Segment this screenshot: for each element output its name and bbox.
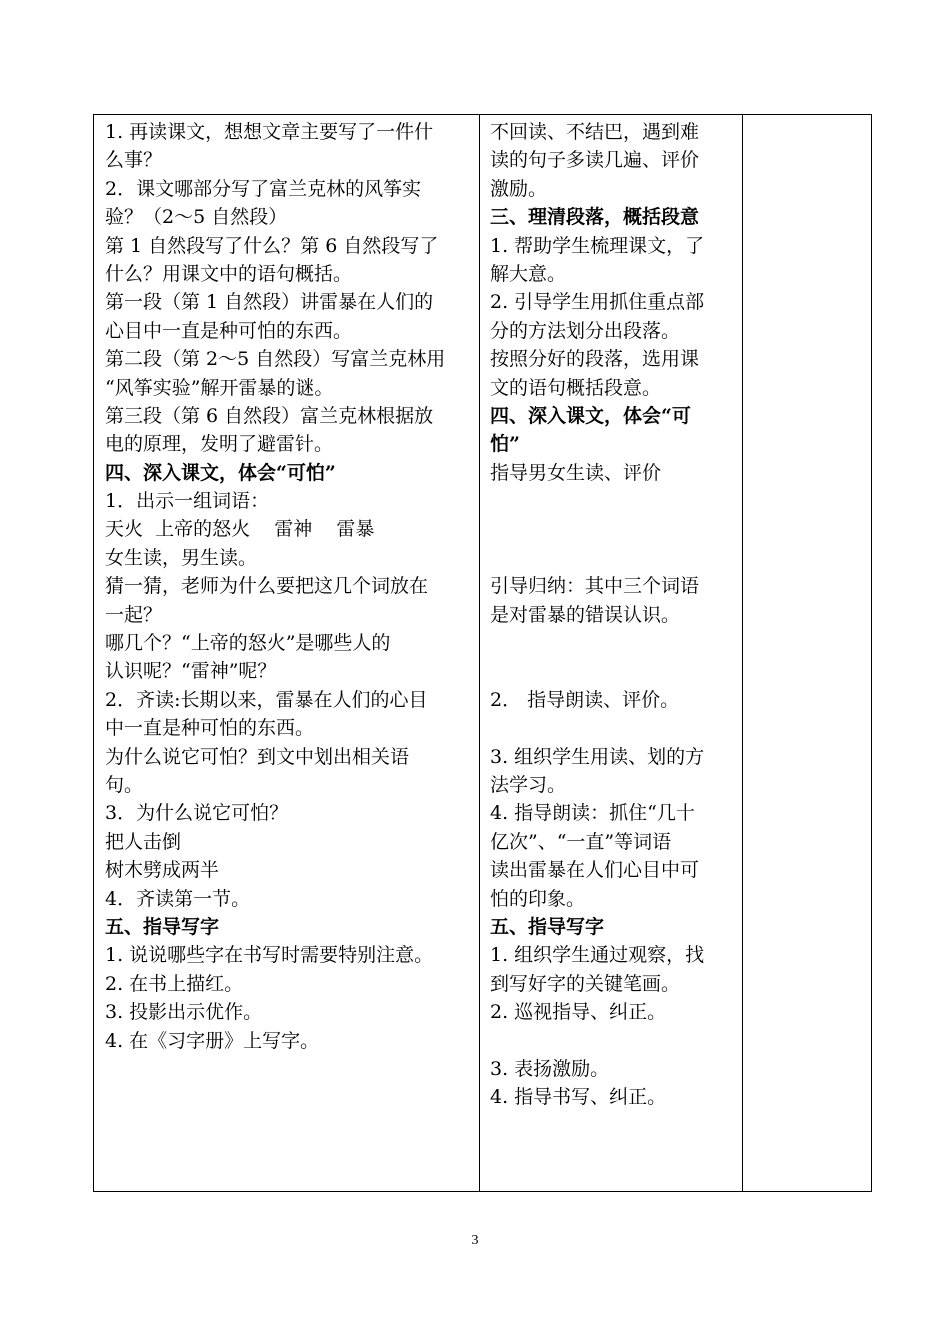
- text-line: 1. 组织学生通过观察，找: [490, 944, 705, 967]
- text-line: 亿次”、“一直”等词语: [490, 830, 672, 853]
- section-heading: 四、深入课文，体会“可怕”: [105, 461, 336, 484]
- text-line: 么事？: [105, 149, 163, 172]
- text-line: [490, 714, 734, 742]
- text-line: 解大意。: [490, 262, 567, 285]
- text-line: 1. 帮助学生梳理课文，了: [490, 234, 705, 257]
- text-line: 读出雷暴在人们心目中可: [490, 859, 700, 882]
- text-line: 第二段（第 2～5 自然段）写富兰克林用: [105, 348, 446, 371]
- text-line: 2. 巡视指导、纠正。: [490, 1001, 667, 1024]
- text-line: 3. 表扬激励。: [490, 1057, 610, 1080]
- text-line: 2. 引导学生用抓住重点部: [490, 291, 705, 314]
- text-line: 哪几个？“上帝的怒火”是哪些人的: [105, 632, 391, 655]
- text-line: 激励。: [490, 177, 548, 200]
- text-line: 4．齐读第一节。: [105, 887, 251, 910]
- text-line: 分的方法划分出段落。: [490, 319, 681, 342]
- text-line: 文的语句概括段意。: [490, 376, 662, 399]
- text-line: 1．出示一组词语：: [105, 490, 270, 513]
- section-heading: 三、理清段落，概括段意: [490, 206, 700, 229]
- text-line: 1. 说说哪些字在书写时需要特别注意。: [105, 944, 434, 967]
- text-line: 第一段（第 1 自然段）讲雷暴在人们的: [105, 291, 434, 314]
- text-line: 树木劈成两半: [105, 859, 220, 882]
- notes-column: [743, 115, 871, 1191]
- page-number: 3: [471, 1233, 479, 1248]
- text-line: 引导归纳：其中三个词语: [490, 575, 700, 598]
- text-line: [490, 487, 734, 515]
- text-line: 一起？: [105, 603, 163, 626]
- text-line: 猜一猜，老师为什么要把这几个词放在: [105, 575, 429, 598]
- text-line: 验？（2～5 自然段）: [105, 206, 288, 229]
- text-line: 怕的印象。: [490, 887, 586, 910]
- text-line: 2．课文哪部分写了富兰克林的风筝实: [105, 177, 422, 200]
- text-line: 读的句子多读几遍、评价: [490, 149, 700, 172]
- text-line: [490, 544, 734, 572]
- teaching-guidance-column: [480, 115, 743, 1191]
- text-line: 到写好字的关键笔画。: [490, 972, 681, 995]
- text-line: 1. 再读课文，想想文章主要写了一件什: [105, 121, 434, 143]
- text-line: 2． 指导朗读、评价。: [490, 688, 680, 711]
- text-line: 中一直是种可怕的东西。: [105, 717, 315, 740]
- section-heading: 五、指导写字: [490, 915, 605, 938]
- text-line: 4. 在《习字册》上写字。: [105, 1029, 320, 1052]
- text-line: 3．为什么说它可怕？: [105, 802, 289, 825]
- text-line: 天火 上帝的怒火 雷神 雷暴: [105, 518, 375, 541]
- text-line: 法学习。: [490, 773, 567, 796]
- text-line: 2．齐读:长期以来，雷暴在人们的心目: [105, 688, 428, 711]
- text-line: 2. 在书上描红。: [105, 972, 244, 995]
- section-heading: 五、指导写字: [105, 915, 220, 938]
- lesson-plan-table: [93, 114, 872, 1192]
- text-line: 3. 投影出示优作。: [105, 1001, 263, 1024]
- text-line: 什么？用课文中的语句概括。: [105, 262, 353, 285]
- text-line: 句。: [105, 773, 144, 796]
- text-line: 第三段（第 6 自然段）富兰克林根据放: [105, 404, 434, 427]
- text-line: [490, 657, 734, 685]
- text-line: 指导男女生读、评价: [490, 461, 662, 484]
- text-line: 把人击倒: [105, 830, 182, 853]
- text-line: [490, 629, 734, 657]
- text-line: 4. 指导书写、纠正。: [490, 1086, 667, 1109]
- text-line: [490, 1027, 734, 1055]
- text-line: 为什么说它可怕？到文中划出相关语: [105, 745, 410, 768]
- text-line: 按照分好的段落，选用课: [490, 348, 700, 371]
- text-line: 4. 指导朗读：抓住“几十: [490, 802, 695, 825]
- text-line: 女生读，男生读。: [105, 546, 258, 569]
- text-line: 不回读、不结巴，遇到难: [490, 121, 700, 143]
- section-heading: 怕”: [490, 433, 520, 456]
- text-line: 心目中一直是种可怕的东西。: [105, 319, 353, 342]
- text-line: 是对雷暴的错误认识。: [490, 603, 681, 626]
- text-line: 第 1 自然段写了什么？第 6 自然段写了: [105, 234, 439, 257]
- section-heading: 四、深入课文，体会“可: [490, 404, 691, 427]
- text-line: 电的原理，发明了避雷针。: [105, 433, 334, 456]
- text-line: 3. 组织学生用读、划的方: [490, 745, 705, 768]
- text-line: “风筝实验”解开雷暴的谜。: [105, 376, 334, 399]
- teacher-student-activity-column: [94, 115, 480, 1191]
- text-line: 认识呢？“雷神”呢？: [105, 660, 277, 683]
- text-line: [490, 515, 734, 543]
